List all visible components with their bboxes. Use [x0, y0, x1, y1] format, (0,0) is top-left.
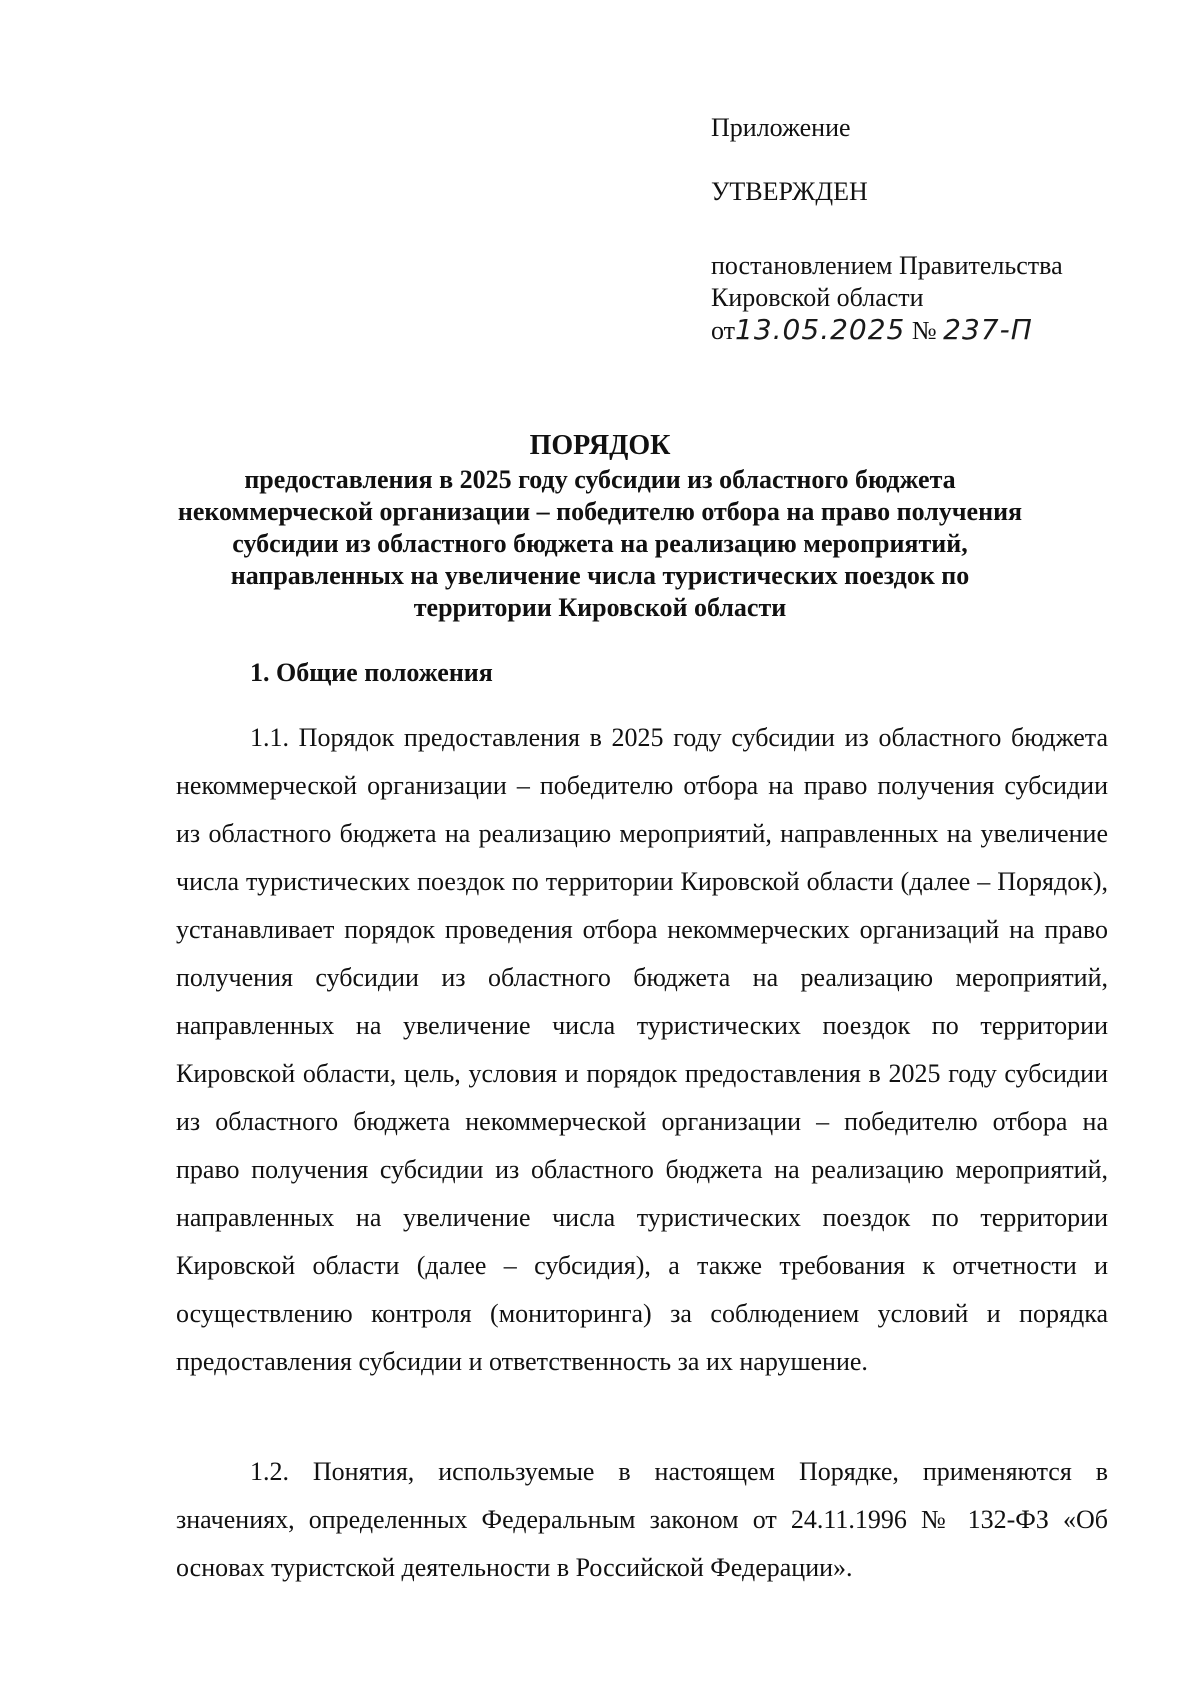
section-heading: 1. Общие положения: [250, 658, 493, 687]
number-prefix: №: [911, 316, 937, 345]
decree-date-line: [711, 314, 1033, 347]
date-prefix: от: [711, 316, 736, 345]
subtitle-line: направленных на увеличение числа туристических поездок по: [230, 561, 970, 590]
decree-line-2: Кировской области: [711, 283, 924, 312]
paragraph-1-2-container: [176, 1448, 1108, 1592]
subtitle-line: предоставления в 2025 году субсидии из областного бюджета: [244, 465, 956, 494]
handwritten-number: 237-П: [943, 313, 1033, 346]
appendix-label: Приложение: [711, 113, 851, 142]
paragraph-1-2: 1.2. Понятия, используемые в настоящем Порядке, применяются в значениях, определенных Федеральным законом от 24.11.1996 № 132-ФЗ «Об основах туристской деятельности в Российской Федерации».: [176, 1457, 1108, 1582]
document-title: ПОРЯДОК: [529, 430, 671, 461]
decree-line-1: постановлением Правительства: [711, 251, 1063, 280]
document-title-block: [160, 430, 1040, 624]
approved-label: УТВЕРЖДЕН: [711, 177, 868, 206]
paragraph-1-1-container: [176, 714, 1108, 1386]
handwritten-date: 13.05.2025: [735, 313, 906, 346]
subtitle-line: территории Кировской области: [413, 593, 787, 622]
subtitle-line: субсидии из областного бюджета на реализацию мероприятий,: [232, 529, 968, 558]
paragraph-1-1: 1.1. Порядок предоставления в 2025 году субсидии из областного бюджета некоммерческой организации – победителю отбора на право получения субсидии из областного бюджета на реализацию мероприятий, направленных на увеличение числа туристических поездок по территории Кировской области (далее – Порядок), устанавливает порядок проведения отбора некоммерческих организаций на право получения субсидии из областного бюджета на реализацию мероприятий, направленных на увеличение числа туристических поездок по территории Кировской области, цель, условия и порядок предоставления в 2025 году субсидии из областного бюджета некоммерческой организации – победителю отбора на право получения субсидии из областного бюджета на реализацию мероприятий, направленных на увеличение числа туристических поездок по территории Кировской области (далее – субсидия), а также требования к отчетности и осуществлению контроля (мониторинга) за соблюдением условий и порядка предоставления субсидии и ответственность за их нарушение.: [176, 723, 1108, 1376]
subtitle-line: некоммерческой организации – победителю отбора на право получения: [177, 497, 1023, 526]
